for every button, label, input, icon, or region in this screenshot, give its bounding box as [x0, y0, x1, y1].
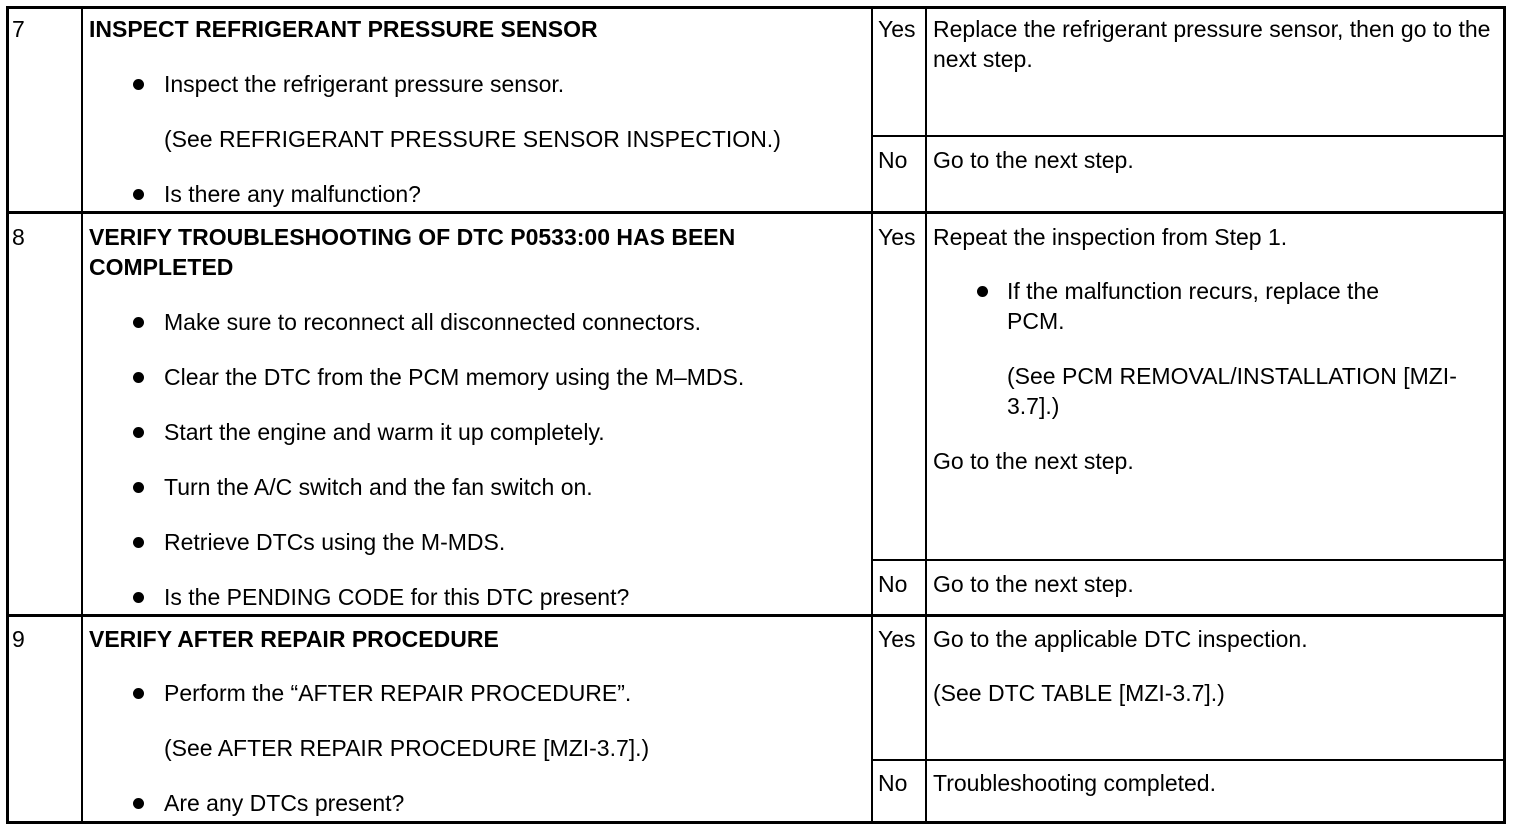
bullet-icon — [133, 372, 144, 383]
yes-action-2: Go to the next step. — [933, 448, 1134, 474]
bullet-icon — [133, 798, 144, 809]
step-title: VERIFY AFTER REPAIR PROCEDURE — [89, 626, 499, 652]
bullet-icon — [133, 482, 144, 493]
step-item-note: (See AFTER REPAIR PROCEDURE [MZI-3.7].) — [164, 735, 650, 761]
yes-action: Go to the applicable DTC inspection. — [933, 626, 1308, 652]
step-item: Make sure to reconnect all disconnected connectors. — [164, 309, 701, 335]
step-item: Is there any malfunction? — [164, 181, 421, 207]
step-item: Retrieve DTCs using the M-MDS. — [164, 529, 506, 555]
yes-action: Repeat the inspection from Step 1. — [933, 224, 1288, 250]
no-label: No — [878, 571, 908, 597]
no-label: No — [878, 770, 908, 796]
bullet-icon — [133, 79, 144, 90]
step-item: Clear the DTC from the PCM memory using the M–MDS. — [164, 364, 745, 390]
no-action: Go to the next step. — [933, 571, 1134, 597]
bullet-icon — [133, 317, 144, 328]
step-item: Are any DTCs present? — [164, 790, 405, 816]
row-divider — [6, 211, 1506, 214]
no-action: Troubleshooting completed. — [933, 770, 1216, 796]
bullet-icon — [133, 537, 144, 548]
step-number: 7 — [12, 16, 25, 42]
yes-no-divider — [871, 559, 1506, 561]
yes-note: (See DTC TABLE [MZI-3.7].) — [933, 680, 1225, 706]
yes-sub-note: (See PCM REMOVAL/INSTALLATION [MZI-3.7].) — [1007, 363, 1457, 419]
column-divider — [81, 6, 83, 824]
yes-no-divider — [871, 135, 1506, 137]
bullet-icon — [977, 286, 988, 297]
no-label: No — [878, 147, 908, 173]
step-item: Is the PENDING CODE for this DTC present? — [164, 584, 630, 610]
step-item: Turn the A/C switch and the fan switch on. — [164, 474, 593, 500]
yes-label: Yes — [878, 224, 916, 250]
step-item: Start the engine and warm it up completely. — [164, 419, 605, 445]
step-title: INSPECT REFRIGERANT PRESSURE SENSOR — [89, 16, 598, 42]
step-title: VERIFY TROUBLESHOOTING OF DTC P0533:00 HAS BEEN COMPLETED — [89, 224, 736, 280]
bullet-icon — [133, 688, 144, 699]
yes-label: Yes — [878, 16, 916, 42]
yes-no-divider — [871, 759, 1506, 761]
step-item: Inspect the refrigerant pressure sensor. — [164, 71, 565, 97]
step-number: 8 — [12, 224, 25, 250]
column-divider — [871, 6, 873, 824]
row-divider — [6, 614, 1506, 617]
column-divider — [925, 6, 927, 824]
no-action: Go to the next step. — [933, 147, 1134, 173]
bullet-icon — [133, 427, 144, 438]
yes-label: Yes — [878, 626, 916, 652]
step-item-note: (See REFRIGERANT PRESSURE SENSOR INSPECTION.) — [164, 126, 781, 152]
step-number: 9 — [12, 626, 25, 652]
yes-sub-bullet: If the malfunction recurs, replace the PCM. — [1007, 278, 1380, 334]
step-item: Perform the “AFTER REPAIR PROCEDURE”. — [164, 680, 632, 706]
bullet-icon — [133, 189, 144, 200]
yes-action: Replace the refrigerant pressure sensor, then go to the next step. — [933, 16, 1491, 72]
bullet-icon — [133, 592, 144, 603]
